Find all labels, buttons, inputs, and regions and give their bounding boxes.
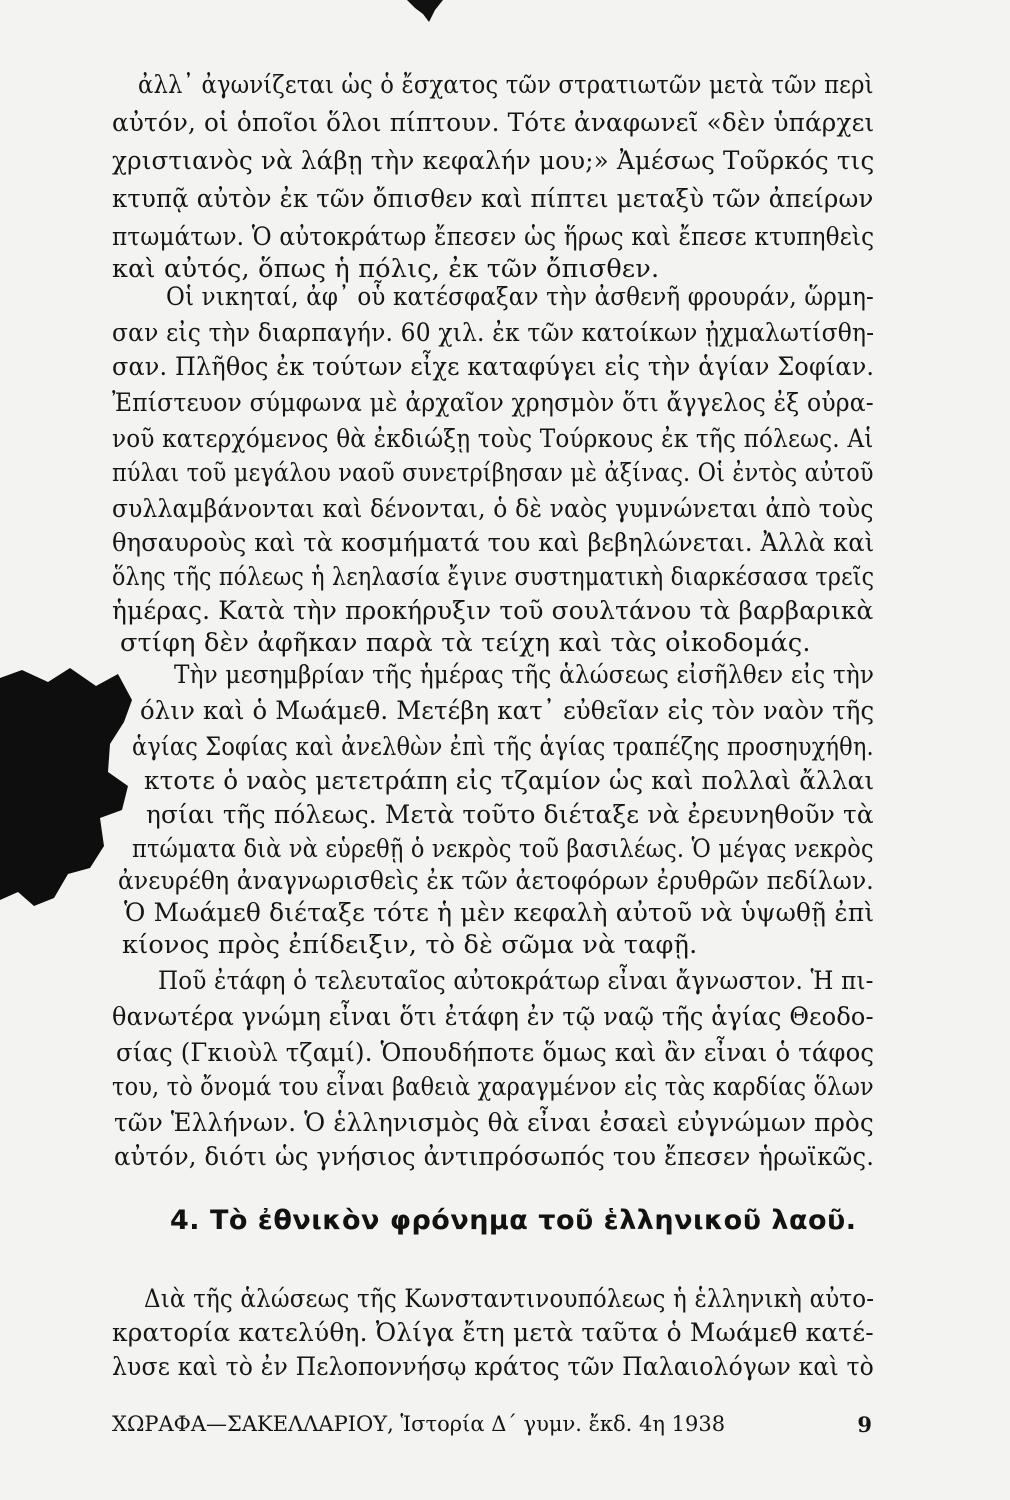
text-line: όλιν καὶ ὁ Μωάμεθ. Μετέβη κατ᾽ εὐθεῖαν εἰς τὸν ναὸν τῆς	[140, 696, 875, 726]
text-line: Τὴν μεσημβρίαν τῆς ἡμέρας τῆς ἁλώσεως εἰσῆλθεν εἰς τὴν	[174, 660, 875, 690]
text-line: ὅλης τῆς πόλεως ἡ λεηλασία ἔγινε συστηματικὴ διαρκέσασα τρεῖς	[112, 562, 875, 592]
text-line: πτώματα διὰ νὰ εὑρεθῇ ὁ νεκρὸς τοῦ βασιλέως. Ὁ μέγας νεκρὸς	[132, 834, 874, 864]
text-line: χριστιανὸς νὰ λάβῃ τὴν κεφαλήν μου;» Ἀμέσως Τοῦρκός τις	[112, 146, 875, 176]
text-line: πτωμάτων. Ὁ αὐτοκράτωρ ἔπεσεν ὡς ἥρως καὶ ἔπεσε κτυπηθεὶς	[112, 222, 875, 252]
text-line: πύλαι τοῦ μεγάλου ναοῦ συνετρίβησαν μὲ ἀξίνας. Οἱ ἐντὸς αὐτοῦ	[112, 458, 874, 488]
text-line: λυσε καὶ τὸ ἐν Πελοποννήσῳ κράτος τῶν Παλαιολόγων καὶ τὸ	[112, 1352, 874, 1382]
text-line: θησαυροὺς καὶ τὰ κοσμήματά του καὶ βεβηλώνεται. Ἀλλὰ καὶ	[112, 528, 875, 558]
text-line: αὐτόν, οἱ ὁποῖοι ὅλοι πίπτουν. Τότε ἀναφωνεῖ «δὲν ὑπάρχει	[112, 108, 875, 138]
text-line: ησίαι τῆς πόλεως. Μετὰ τοῦτο διέταξε νὰ ἐρευνηθοῦν τὰ	[146, 800, 874, 830]
text-line: σαν εἰς τὴν διαρπαγήν. 60 χιλ. ἐκ τῶν κατοίκων ᾐχμαλωτίσθη-	[112, 318, 875, 348]
page-number: 9	[857, 1412, 872, 1437]
text-line: ἡμέρας. Κατὰ τὴν προκήρυξιν τοῦ σουλτάνου τὰ βαρβαρικὰ	[112, 596, 874, 626]
text-line: κίονος πρὸς ἐπίδειξιν, τὸ δὲ σῶμα νὰ ταφῇ.	[122, 930, 698, 960]
text-line: τῶν Ἑλλήνων. Ὁ ἑλληνισμὸς θὰ εἶναι ἐσαεὶ εὐγνώμων πρὸς	[114, 1108, 874, 1138]
text-line: κτοτε ὁ ναὸς μετετράπη εἰς τζαμίον ὡς καὶ πολλαὶ ἄλλαι	[144, 766, 875, 796]
text-line: καὶ αὐτός, ὅπως ἡ πόλις, ἐκ τῶν ὄπισθεν.	[112, 254, 660, 284]
text-line: συλλαμβάνονται καὶ δένονται, ὁ δὲ ναὸς γυμνώνεται ἀπὸ τοὺς	[112, 494, 874, 524]
text-line: κτυπᾷ αὐτὸν ἐκ τῶν ὄπισθεν καὶ πίπτει μεταξὺ τῶν ἀπείρων	[112, 184, 874, 214]
text-line: ἀνευρέθη ἀναγνωρισθεὶς ἐκ τῶν ἀετοφόρων ἐρυθρῶν πεδίλων.	[118, 866, 874, 896]
text-line: ἁγίας Σοφίας καὶ ἀνελθὼν ἐπὶ τῆς ἁγίας τραπέζης προσηυχήθη.	[132, 732, 874, 762]
text-line: σίας (Γκιοὺλ τζαμί). Ὁπουδήποτε ὅμως καὶ ἂν εἶναι ὁ τάφος	[116, 1038, 875, 1068]
text-line: αὐτόν, διότι ὡς γνήσιος ἀντιπρόσωπός του ἔπεσεν ἡρωϊκῶς.	[114, 1142, 875, 1172]
page-footer	[112, 1412, 872, 1436]
text-line: θανωτέρα γνώμη εἶναι ὅτι ἐτάφη ἐν τῷ ναῷ τῆς ἁγίας Θεοδο-	[112, 1002, 874, 1032]
text-line: νοῦ κατερχόμενος θὰ ἐκδιώξῃ τοὺς Τούρκους ἐκ τῆς πόλεως. Αἱ	[112, 424, 874, 454]
text-line: ἀλλ᾽ ἀγωνίζεται ὡς ὁ ἔσχατος τῶν στρατιωτῶν μετὰ τῶν περὶ	[138, 70, 874, 100]
text-line: του, τὸ ὄνομά του εἶναι βαθειὰ χαραγμένον εἰς τὰς καρδίας ὅλων	[112, 1072, 874, 1102]
text-line: στίφη δὲν ἀφῆκαν παρὰ τὰ τείχη καὶ τὰς οἰκοδομάς.	[120, 628, 811, 658]
text-line: κρατορία κατελύθη. Ὀλίγα ἔτη μετὰ ταῦτα ὁ Μωάμεθ κατέ-	[112, 1318, 874, 1348]
page-tear-top-mark	[405, 0, 445, 40]
footer-source: ΧΩΡΑΦΑ—ΣΑΚΕΛΛΑΡΙΟΥ, Ἱστορία Δ΄ γυμν. ἔκδ. 4η 1938	[112, 1412, 726, 1436]
text-line: σαν. Πλῆθος ἐκ τούτων εἶχε καταφύγει εἰς τὴν ἁγίαν Σοφίαν.	[112, 352, 875, 382]
text-line: Ἐπίστευον σύμφωνα μὲ ἀρχαῖον χρησμὸν ὅτι ἄγγελος ἐξ οὐρα-	[112, 388, 874, 418]
page-tear-hole	[0, 660, 180, 920]
section-heading: 4. Τὸ ἐθνικὸν φρόνημα τοῦ ἑλληνικοῦ λαοῦ.	[170, 1205, 857, 1236]
text-line: Οἱ νικηταί, ἀφ᾽ οὗ κατέσφαξαν τὴν ἀσθενῆ φρουράν, ὥρμη-	[166, 282, 874, 312]
text-line: Ὁ Μωάμεθ διέταξε τότε ἡ μὲν κεφαλὴ αὐτοῦ νὰ ὑψωθῇ ἐπὶ	[124, 898, 875, 928]
text-line: Διὰ τῆς ἁλώσεως τῆς Κωνσταντινουπόλεως ἡ ἑλληνικὴ αὐτο-	[144, 1284, 875, 1314]
text-line: Ποῦ ἐτάφη ὁ τελευταῖος αὐτοκράτωρ εἶναι ἄγνωστον. Ἡ πι-	[158, 966, 874, 996]
